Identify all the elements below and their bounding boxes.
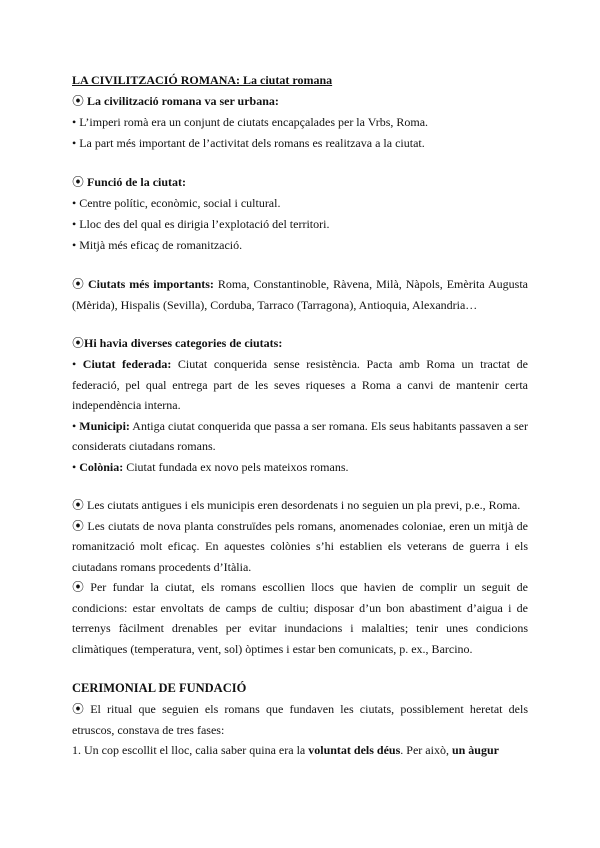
paragraph: ⦿ Les ciutats antigues i els municipis eren desordenats i no seguien un pla previ, p.e., Roma.: [72, 498, 521, 512]
bullet: •: [72, 418, 80, 433]
section-heading-text: Ciutats més importants:: [87, 277, 214, 291]
category-term: Ciutat federada:: [82, 357, 172, 371]
category-text: Ciutat conquerida sense resistència. Pacta amb Roma un tractat de federació, pel qual entrega part de les seves riqueses a Roma a canvi de mantenir certa independència interna.: [72, 357, 529, 412]
list-item: • Centre polític, econòmic, social i cultural.: [72, 196, 281, 210]
spacer: [72, 477, 528, 495]
category-item-federada: [72, 354, 528, 416]
list-item: • Lloc des del qual es dirigia l’explotació del territori.: [72, 217, 330, 231]
category-text: Ciutat fundada ex novo pels mateixos romans.: [123, 459, 349, 474]
list-item: • La part més important de l’activitat dels romans es realitzava a la ciutat.: [72, 136, 425, 150]
page-title: LA CIVILITZACIÓ ROMANA: La ciutat romana: [72, 73, 333, 87]
paragraph-text: . Per això,: [400, 743, 452, 757]
section-urbana-heading: [72, 91, 528, 112]
radio-bullet-icon: ⦿: [72, 277, 85, 291]
paragraph: ⦿ Per fundar la ciutat, els romans escollien llocs que havien de complir un seguit de condicions: estar envoltats de camps de cultiu; disposar d’un bon abastiment d’aigua i de terrenys fàcilment drenables per evitar inundacions i malalties; tenir unes condicions climàtiques (temperatura, vent, sol) òptimes i estar ben comunicats, p. ex., Barcino.: [72, 580, 528, 656]
category-item-colonia: [72, 457, 528, 478]
section-heading-text: La civilització romana va ser urbana:: [87, 94, 279, 108]
paragraph-text: Roma, Constantinoble, Ràvena, Milà, Nàpols, Emèrita Augusta (Mèrida), Hispalis (Sevilla), Corduba, Tarraco (Tarragona), Antioquia, Alexandria…: [72, 277, 528, 312]
radio-bullet-icon: ⦿: [72, 336, 85, 350]
spacer: [72, 315, 528, 333]
section-heading-text: Funció de la ciutat:: [87, 175, 187, 189]
category-text: Antiga ciutat conquerida que passa a ser romana. Els seus habitants passaven a ser considerats ciutadans romans.: [72, 418, 529, 453]
spacer: [72, 659, 528, 677]
category-term: Municipi:: [79, 418, 130, 433]
bullet: •: [72, 459, 80, 474]
section-heading-text: Hi havia diverses categories de ciutats:: [84, 336, 283, 350]
radio-bullet-icon: ⦿: [72, 175, 85, 189]
paragraph-text: 1. Un cop escollit el lloc, calia saber quina era la: [72, 743, 309, 757]
paragraph: ⦿ El ritual que seguien els romans que fundaven les ciutats, possiblement heretat dels etruscos, constava de tres fases:: [72, 702, 528, 737]
radio-bullet-icon: ⦿: [72, 94, 85, 108]
document-body: [72, 70, 528, 761]
bold-term: voluntat dels déus: [308, 743, 401, 757]
category-term: Colònia:: [79, 459, 124, 474]
spacer: [72, 154, 528, 172]
section-categories-heading: [72, 333, 528, 354]
section-cerimonial-heading: CERIMONIAL DE FUNDACIÓ: [72, 681, 247, 695]
bullet: •: [72, 357, 83, 371]
section-ciutats-importants: [72, 274, 528, 315]
paragraph: ⦿ Les ciutats de nova planta construïdes pels romans, anomenades coloniae, eren un mitjà de romanització molt eficaç. En aquestes colònies s’hi establien els veterans de guerra i els ciutadans romans procedents d’Itàlia.: [72, 518, 528, 574]
list-item: • Mitjà més eficaç de romanització.: [72, 238, 243, 252]
spacer: [72, 256, 528, 274]
paragraph-fase-1: [72, 740, 528, 761]
category-item-municipi: [72, 416, 528, 457]
bold-term: un àugur: [451, 743, 499, 757]
list-item: • L’imperi romà era un conjunt de ciutats encapçalades per la Vrbs, Roma.: [72, 115, 429, 129]
section-funcio-heading: [72, 172, 528, 193]
